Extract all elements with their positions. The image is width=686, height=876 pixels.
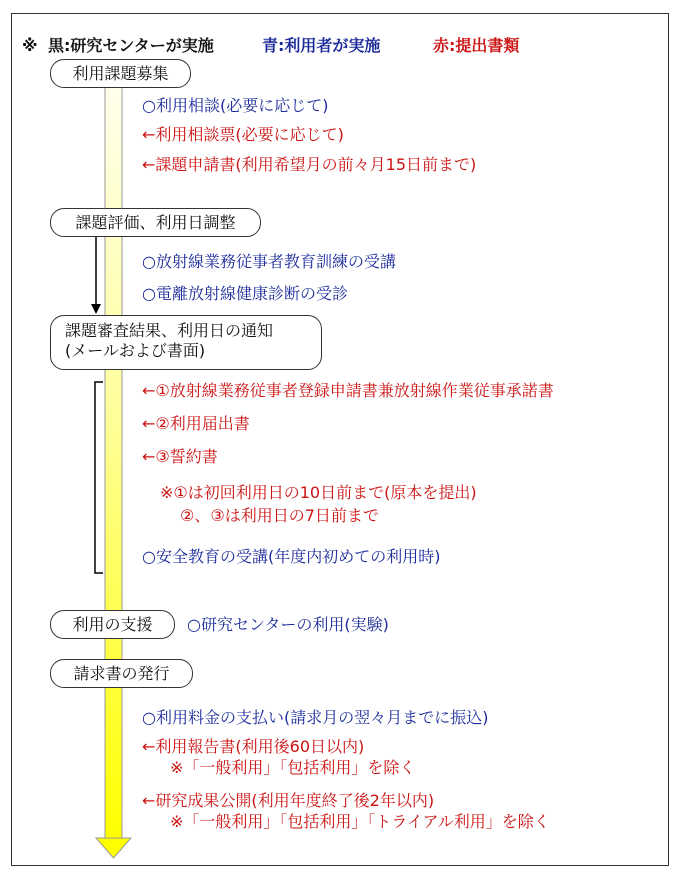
- item-safety-education: ○安全教育の受講(年度内初めての利用時): [142, 547, 441, 566]
- stage-evaluate-label: 課題評価、利用日調整: [75, 212, 236, 232]
- legend-red-label: 赤:提出書類: [433, 36, 520, 55]
- legend-blue-label: 青:利用者が実施: [262, 36, 381, 55]
- item-application: ←課題申請書(利用希望月の前々月15日前まで): [142, 155, 477, 174]
- item-payment: ○利用料金の支払い(請求月の翌々月までに振込): [142, 708, 489, 727]
- stage-notify-label-2: (メールおよび書面): [65, 341, 206, 360]
- stage-recruit: [50, 59, 191, 88]
- publish-note: ※「一般利用」「包括利用」「トライアル利用」を除く: [170, 812, 550, 831]
- item-form3: ←③誓約書: [142, 447, 218, 466]
- item-health-check: ○電離放射線健康診断の受診: [142, 284, 348, 303]
- stage-invoice: [50, 659, 193, 688]
- item-form1: ←①放射線業務従事者登録申請書兼放射線作業従事承諾書: [142, 381, 554, 400]
- item-training: ○放射線業務従事者教育訓練の受講: [142, 252, 396, 271]
- item-use-center: ○研究センターの利用(実験): [187, 615, 389, 634]
- legend-note-mark: ※: [22, 36, 38, 55]
- submission-bracket: [95, 382, 103, 573]
- stage-support: [50, 610, 175, 639]
- notify-arrow: [91, 237, 101, 314]
- item-consult-form: ←利用相談票(必要に応じて): [142, 125, 344, 144]
- item-form2: ←②利用届出書: [142, 414, 250, 433]
- legend-black-label: 黒:研究センターが実施: [48, 36, 214, 55]
- report-note: ※「一般利用」「包括利用」を除く: [170, 758, 416, 777]
- item-consult: ○利用相談(必要に応じて): [142, 96, 329, 115]
- item-publish: ←研究成果公開(利用年度終了後2年以内): [142, 791, 435, 810]
- deadline-note-1: ※①は初回利用日の10日前まで(原本を提出): [160, 483, 477, 502]
- item-report: ←利用報告書(利用後60日以内): [142, 737, 365, 756]
- stage-notify-label-1: 課題審査結果、利用日の通知: [65, 321, 274, 340]
- main-flow-arrow: [96, 72, 131, 858]
- stage-recruit-label: 利用課題募集: [72, 63, 169, 83]
- stage-support-label: 利用の支援: [72, 614, 153, 634]
- stage-invoice-label: 請求書の発行: [73, 663, 170, 683]
- deadline-note-2: ②、③は利用日の7日前まで: [180, 506, 379, 525]
- stage-notify: [50, 315, 322, 370]
- stage-evaluate: [50, 208, 261, 237]
